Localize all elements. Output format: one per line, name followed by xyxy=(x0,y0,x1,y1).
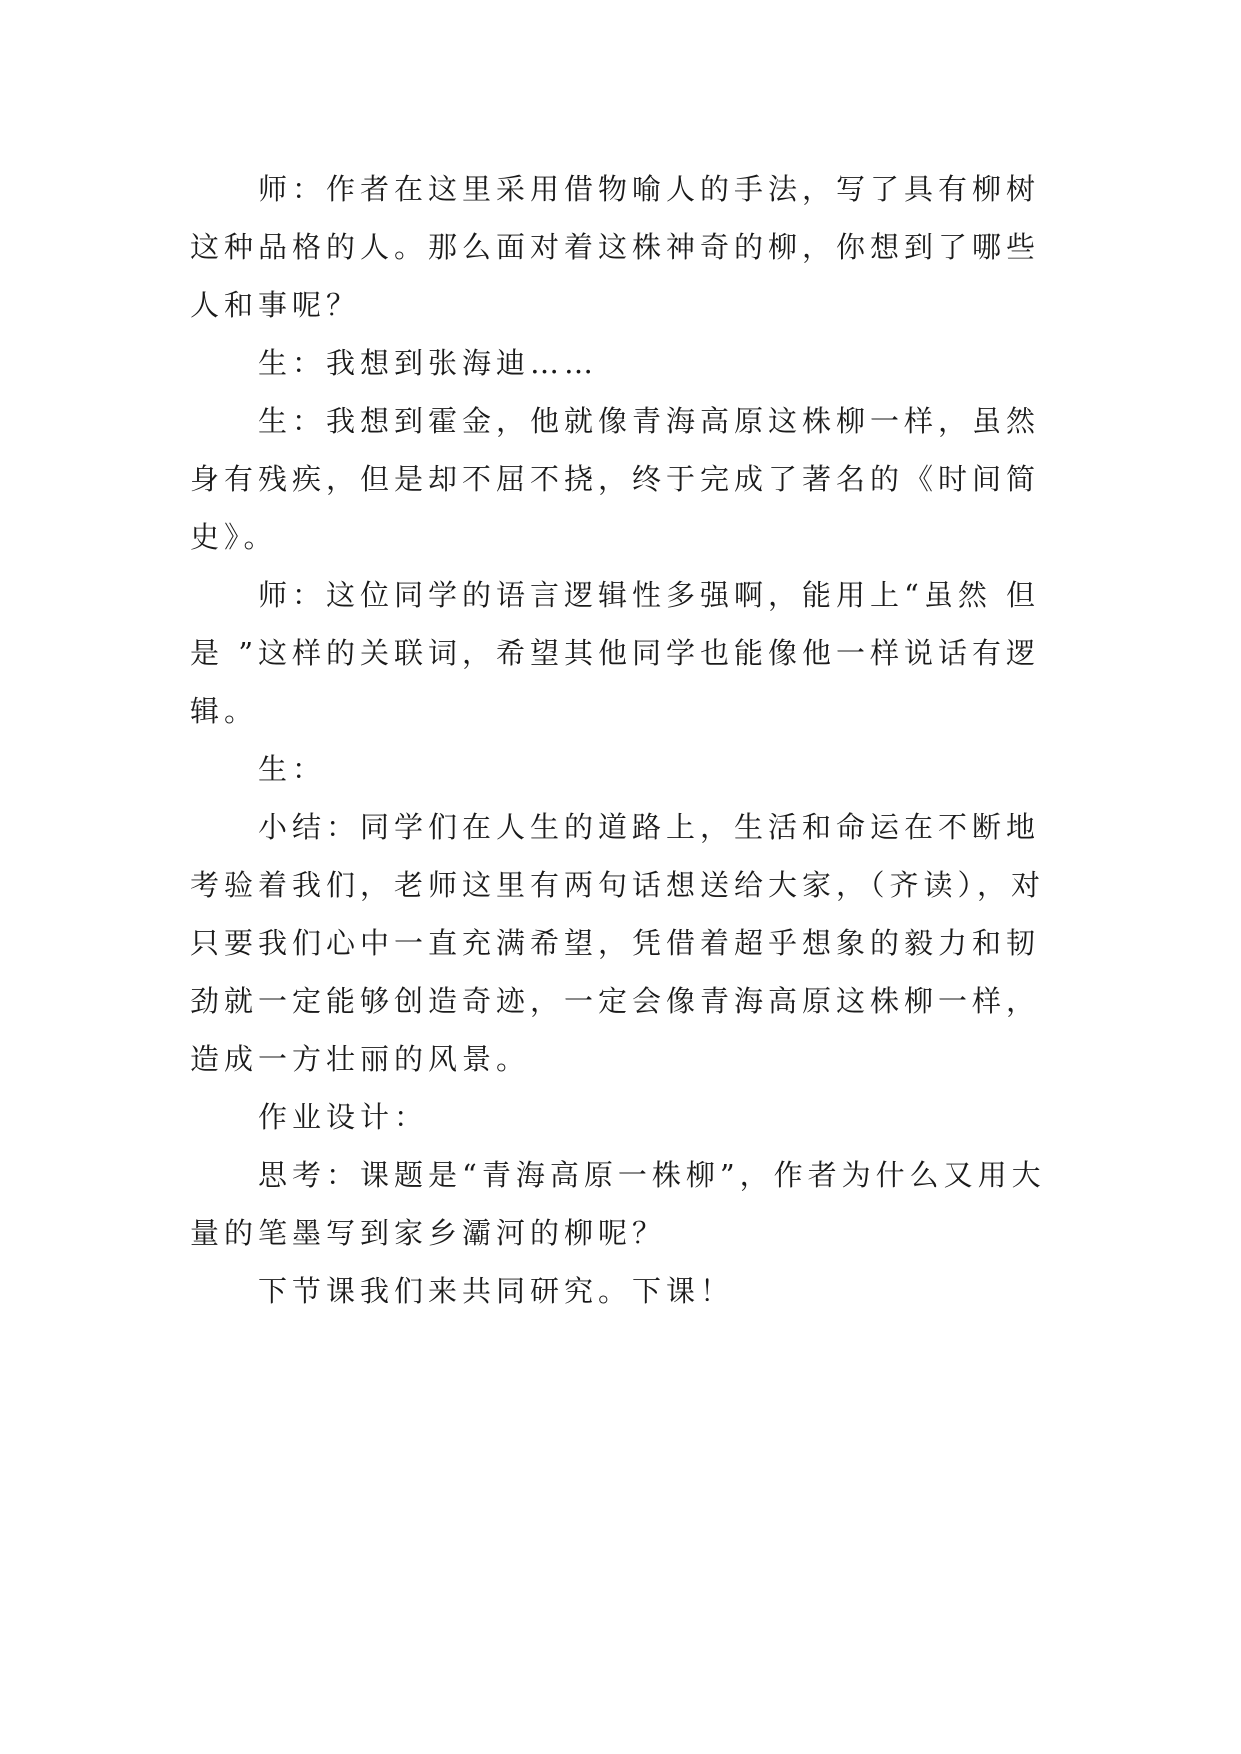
paragraph-homework-heading: 作业设计： xyxy=(258,1100,429,1134)
paragraph-student-blank: 生： xyxy=(258,752,327,786)
paragraph-summary: 小结：同学们在人生的道路上，生活和命运在不断地考验着我们，老师这里有两句话想送给大家，（齐读），对只要我们心中一直充满希望，凭借着超乎想象的毅力和韧劲就一定能够创造奇迹，一定会像青海高原这株柳一样，造成一方壮丽的风景。 xyxy=(190,810,1046,1076)
paragraph-closing: 下节课我们来共同研究。下课！ xyxy=(258,1274,735,1308)
paragraph-student-answer-1: 生：我想到张海迪…… xyxy=(258,346,599,380)
paragraph-teacher-question: 师：作者在这里采用借物喻人的手法，写了具有柳树这种品格的人。那么面对着这株神奇的柳，你想到了哪些人和事呢？ xyxy=(190,172,1041,322)
document-body xyxy=(190,160,1060,1320)
paragraph-homework-question: 思考：课题是“青海高原一株柳”，作者为什么又用大量的笔墨写到家乡灞河的柳呢？ xyxy=(190,1158,1046,1250)
paragraph-teacher-comment: 师：这位同学的语言逻辑性多强啊，能用上“虽然 但是 ”这样的关联词，希望其他同学也能像他一样说话有逻辑。 xyxy=(190,578,1041,728)
paragraph-student-answer-2: 生：我想到霍金，他就像青海高原这株柳一样，虽然身有残疾，但是却不屈不挠，终于完成了著名的《时间简史》。 xyxy=(190,404,1041,554)
